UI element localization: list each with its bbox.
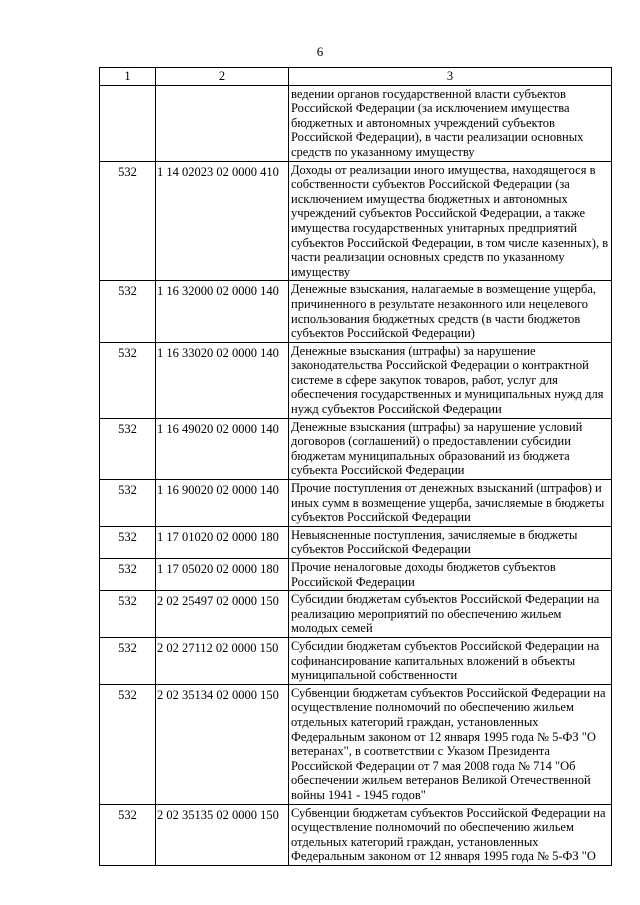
table-row: [100, 418, 612, 479]
revenue-code-cell: 1 17 05020 02 0000 180: [156, 559, 289, 591]
admin-code-cell: 532: [100, 559, 156, 591]
admin-code-cell: 532: [100, 480, 156, 527]
revenue-code-cell: 2 02 35135 02 0000 150: [156, 804, 289, 865]
table-row: [100, 85, 612, 161]
revenue-code-cell: 2 02 27112 02 0000 150: [156, 637, 289, 684]
revenue-code-cell: [156, 85, 289, 161]
table-row: [100, 342, 612, 418]
table-row: [100, 804, 612, 865]
admin-code-cell: 532: [100, 281, 156, 342]
table-row: [100, 281, 612, 342]
admin-code-cell: 532: [100, 418, 156, 479]
admin-code-cell: 532: [100, 526, 156, 558]
revenue-code-cell: 2 02 35134 02 0000 150: [156, 684, 289, 804]
description-cell: Субсидии бюджетам субъектов Российской Федерации на реализацию мероприятий по обеспечению жильем молодых семей: [289, 591, 612, 638]
table-row: [100, 559, 612, 591]
admin-code-cell: 532: [100, 591, 156, 638]
description-cell: Денежные взыскания (штрафы) за нарушение условий договоров (соглашений) о предоставлении субсидии бюджетам муниципальных образований из бюджета субъекта Российской Федерации: [289, 418, 612, 479]
column-header: 1: [100, 68, 156, 86]
table-body: [100, 85, 612, 865]
description-cell: Доходы от реализации иного имущества, находящегося в собственности субъектов Российской Федерации (за исключением имущества бюджетных и автономных учреждений субъектов Российской Федерации, а также имущества государственных унитарных предприятий субъектов Российской Федерации, в том числе казенных), в части реализации основных средств по указанному имуществу: [289, 161, 612, 281]
admin-code-cell: 532: [100, 161, 156, 281]
description-cell: Субвенции бюджетам субъектов Российской Федерации на осуществление полномочий по обеспечению жильем отдельных категорий граждан, установленных Федеральным законом от 12 января 1995 года № 5-ФЗ "О: [289, 804, 612, 865]
description-cell: Субвенции бюджетам субъектов Российской Федерации на осуществление полномочий по обеспечению жильем отдельных категорий граждан, установленных Федеральным законом от 12 января 1995 года № 5-ФЗ "О ветеранах", в соответствии с Указом Президента Российской Федерации от 7 мая 2008 года № 714 "Об обеспечении жильем ветеранов Великой Отечественной войны 1941 - 1945 годов": [289, 684, 612, 804]
table-row: [100, 480, 612, 527]
admin-code-cell: 532: [100, 342, 156, 418]
revenue-code-cell: 2 02 25497 02 0000 150: [156, 591, 289, 638]
table-row: [100, 684, 612, 804]
description-cell: Прочие неналоговые доходы бюджетов субъектов Российской Федерации: [289, 559, 612, 591]
column-header: 2: [156, 68, 289, 86]
revenue-code-cell: 1 14 02023 02 0000 410: [156, 161, 289, 281]
page-number: 6: [316, 44, 324, 59]
description-cell: Денежные взыскания (штрафы) за нарушение законодательства Российской Федерации о контрактной системе в сфере закупок товаров, работ, услуг для обеспечения государственных и муниципальных нужд для нужд субъектов Российской Федерации: [289, 342, 612, 418]
table-header-row: [100, 68, 612, 86]
admin-code-cell: 532: [100, 804, 156, 865]
description-cell: Субсидии бюджетам субъектов Российской Федерации на софинансирование капитальных вложений в объекты муниципальной собственности: [289, 637, 612, 684]
description-cell: Невыясненные поступления, зачисляемые в бюджеты субъектов Российской Федерации: [289, 526, 612, 558]
table-row: [100, 591, 612, 638]
table-row: [100, 526, 612, 558]
revenue-code-cell: 1 17 01020 02 0000 180: [156, 526, 289, 558]
revenue-code-cell: 1 16 33020 02 0000 140: [156, 342, 289, 418]
admin-code-cell: 532: [100, 637, 156, 684]
revenue-code-cell: 1 16 90020 02 0000 140: [156, 480, 289, 527]
column-header: 3: [289, 68, 612, 86]
table-row: [100, 161, 612, 281]
admin-code-cell: 532: [100, 684, 156, 804]
revenue-codes-table: [99, 67, 612, 866]
description-cell: Прочие поступления от денежных взысканий (штрафов) и иных сумм в возмещение ущерба, зачисляемые в бюджеты субъектов Российской Федерации: [289, 480, 612, 527]
description-cell: ведении органов государственной власти субъектов Российской Федерации (за исключением имущества бюджетных и автономных учреждений субъектов Российской Федерации), в части реализации основных средств по указанному имуществу: [289, 85, 612, 161]
description-cell: Денежные взыскания, налагаемые в возмещение ущерба, причиненного в результате незаконного или нецелевого использования бюджетных средств (в части бюджетов субъектов Российской Федерации): [289, 281, 612, 342]
revenue-code-cell: 1 16 49020 02 0000 140: [156, 418, 289, 479]
admin-code-cell: [100, 85, 156, 161]
table-row: [100, 637, 612, 684]
revenue-code-cell: 1 16 32000 02 0000 140: [156, 281, 289, 342]
